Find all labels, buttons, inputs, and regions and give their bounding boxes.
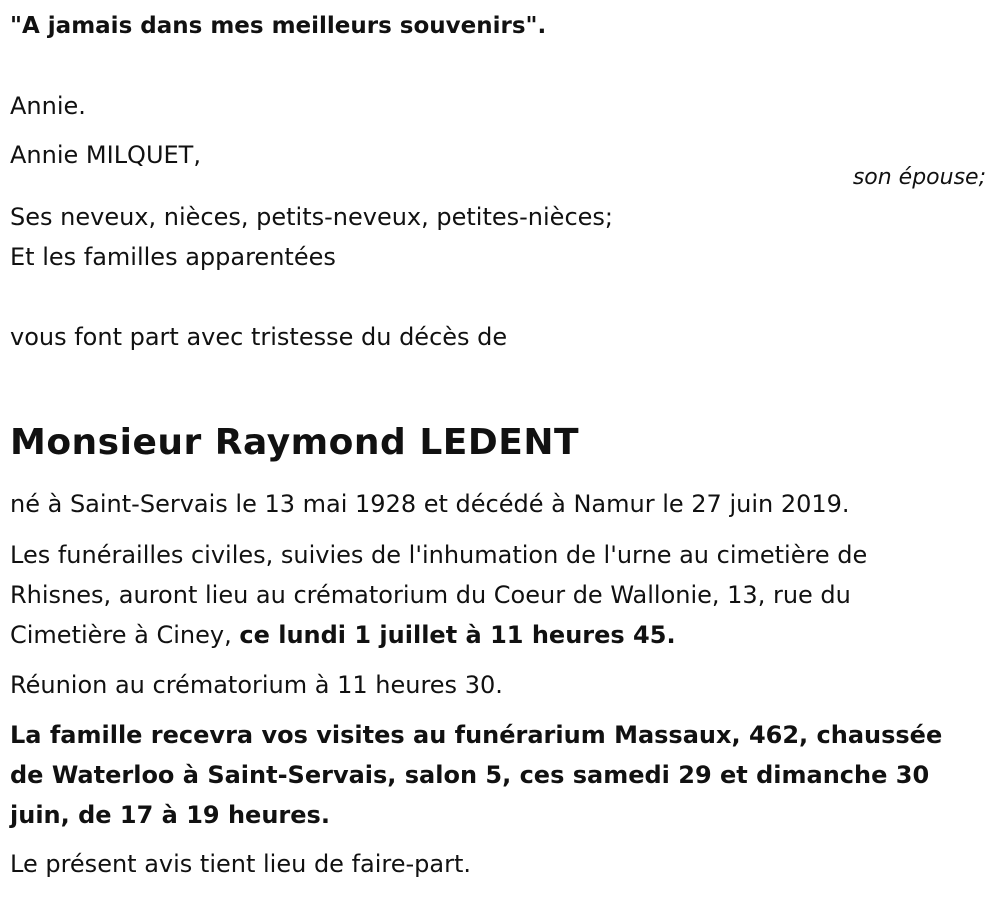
funeral-paragraph (10, 535, 970, 655)
family-annie-full: Annie MILQUET, (10, 141, 201, 169)
epigraph: "A jamais dans mes meilleurs souvenirs". (10, 13, 547, 39)
meeting-info: Réunion au crématorium à 11 heures 30. (10, 671, 503, 699)
birth-death: né à Saint-Servais le 13 mai 1928 et décédé à Namur le 27 juin 2019. (10, 490, 850, 518)
spouse-note: son épouse; (852, 165, 986, 190)
family-relatives: Et les familles apparentées (10, 243, 336, 271)
visits-paragraph: La famille recevra vos visites au funérarium Massaux, 462, chaussée de Waterloo à Saint-Servais, salon 5, ces samedi 29 et dimanche 30 juin, de 17 à 19 heures. (10, 721, 943, 829)
deceased-name: Monsieur Raymond LEDENT (10, 422, 580, 464)
announcement: vous font part avec tristesse du décès de (10, 323, 508, 351)
family-annie-short: Annie. (10, 92, 86, 120)
family-nephews: Ses neveux, nièces, petits-neveux, petites-nièces; (10, 203, 613, 231)
funeral-text: Les funérailles civiles, suivies de l'inhumation de l'urne au cimetière de Rhisnes, auront lieu au crématorium du Coeur de Wallonie, 13, rue du Cimetière à Ciney, (10, 541, 868, 649)
funeral-date: ce lundi 1 juillet à 11 heures 45. (239, 621, 676, 649)
closing-note: Le présent avis tient lieu de faire-part. (10, 850, 472, 878)
